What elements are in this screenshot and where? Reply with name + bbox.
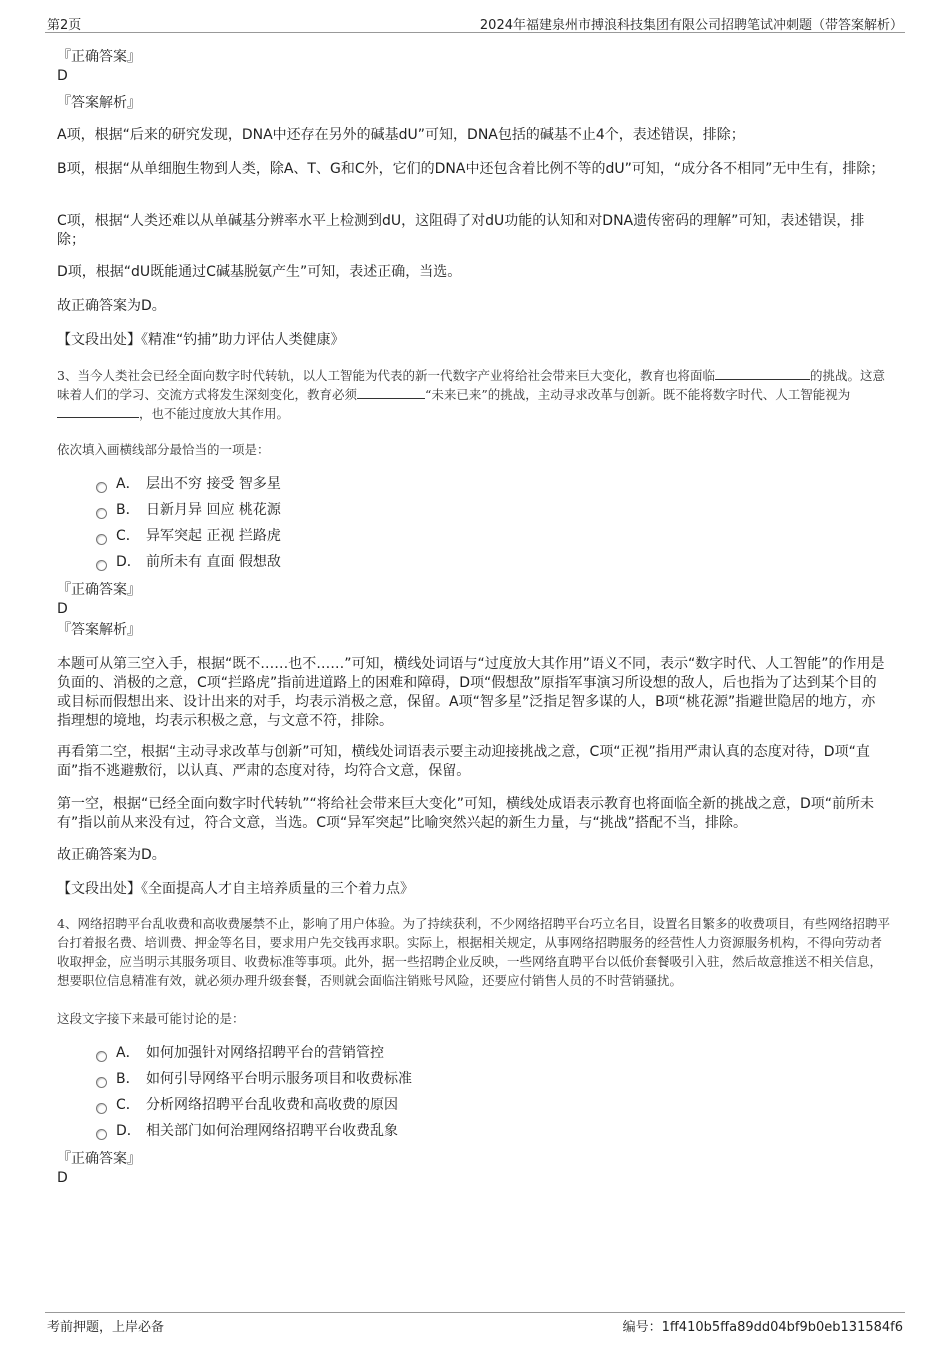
option-a[interactable]: A． 层出不穷 接受 智多星 (96, 473, 281, 495)
analysis-paragraph: D项，根据“dU既能通过C碱基脱氨产生”可知，表述正确，当选。 (57, 264, 462, 280)
question-stem: 4、网络招聘平台乱收费和高收费屡禁不止，影响了用户体验。为了持续获利，不少网络招聘平台巧立名目，设置名目繁多的收费项目，有些网络招聘平台打着报名费、培训费、押金等名目，要求用户先交钱再求职。实际上，根据相关规定，从事网络招聘服务的经营性人力资源服务机构，不得向劳动者收取押金，应当明示其服务项目、收费标准等事项。此外，据一些招聘企业反映，一些网络直聘平台以低价套餐吸引入驻，然后故意推送不相关信息，想要职位信息精准有效，就必须办理升级套餐，否则就会面临注销账号风险，还要应付销售人员的不时营销骚扰。 (57, 916, 890, 988)
source-citation: 【文段出处】《全面提高人才自主培养质量的三个着力点》 (57, 881, 414, 897)
analysis-label: 『答案解析』 (57, 622, 141, 638)
correct-answer: D (57, 601, 68, 617)
option-d[interactable]: D． 相关部门如何治理网络招聘平台收费乱象 (96, 1120, 398, 1142)
analysis-paragraph: B项，根据“从单细胞生物到人类，除A、T、G和C外，它们的DNA中还包含着比例不等的dU”可知，“成分各不相同”无中生有，排除； (57, 161, 885, 177)
answer-label: 『正确答案』 (57, 1151, 141, 1167)
footer-slogan: 考前押题，上岸必备 (47, 1320, 165, 1335)
question-prompt: 这段文字接下来最可能讨论的是： (57, 1011, 245, 1026)
option-text: 分析网络招聘平台乱收费和高收费的原因 (146, 1097, 398, 1113)
fill-blank (57, 405, 139, 418)
radio-circle-icon[interactable] (96, 1129, 107, 1140)
page-number: 第2页 (47, 18, 82, 33)
analysis-paragraph: C项，根据“人类还难以从单碱基分辨率水平上检测到dU，这阻碍了对dU功能的认知和对DNA遗传密码的理解”可知，表述错误，排除； (57, 213, 865, 248)
option-text: 相关部门如何治理网络招聘平台收费乱象 (146, 1123, 398, 1139)
radio-circle-icon[interactable] (96, 560, 107, 571)
fill-blank (715, 367, 810, 380)
option-d[interactable]: D． 前所未有 直面 假想敌 (96, 551, 281, 573)
option-b[interactable]: B． 日新月异 回应 桃花源 (96, 499, 281, 521)
option-a[interactable]: A． 如何加强针对网络招聘平台的营销管控 (96, 1042, 384, 1064)
page-header (45, 12, 905, 33)
radio-circle-icon[interactable] (96, 534, 107, 545)
analysis-paragraph: A项，根据“后来的研究发现，DNA中还存在另外的碱基dU”可知，DNA包括的碱基不止4个，表述错误，排除； (57, 127, 745, 143)
page-footer (45, 1312, 905, 1337)
analysis-paragraph: 本题可从第三空入手，根据“既不……也不……”可知，横线处词语与“过度放大其作用”语义不同，表示“数字时代、人工智能”的作用是负面的、消极的之意，C项“拦路虎”指前进道路上的困难和障碍，D项“假想敌”原指军事演习所设想的敌人，后也指为了达到某个目的或目标而假想出来、设计出来的对手，均表示消极之意，保留。A项“智多星”泛指足智多谋的人，B项“桃花源”指避世隐居的地方，亦指理想的境地，均表示积极之意，与文意不符，排除。 (57, 656, 885, 729)
radio-circle-icon[interactable] (96, 1103, 107, 1114)
question-stem: 3、当今人类社会已经全面向数字时代转轨，以人工智能为代表的新一代数字产业将给社会带来巨大变化，教育也将面临 的挑战。这意味着人们的学习、交流方式将发生深刻变化，教育必须 “未来已来”的挑战，主动寻求改革与创新。既不能将数字时代、人工智能视为，也不能过度放大其作用。 (57, 368, 885, 421)
document-title: 2024年福建泉州市搏浪科技集团有限公司招聘笔试冲刺题（带答案解析） (479, 18, 903, 33)
analysis-paragraph: 第一空，根据“已经全面向数字时代转轨”“将给社会带来巨大变化”可知，横线处成语表示教育也将面临全新的挑战之意，D项“前所未有”指以前从来没有过，符合文意，当选。C项“异军突起”比喻突然兴起的新生力量，与“挑战”搭配不当，排除。 (57, 796, 875, 831)
option-text: 如何引导网络平台明示服务项目和收费标准 (146, 1071, 412, 1087)
option-c[interactable]: C． 异军突起 正视 拦路虎 (96, 525, 281, 547)
answer-label: 『正确答案』 (57, 582, 141, 598)
option-b[interactable]: B． 如何引导网络平台明示服务项目和收费标准 (96, 1068, 412, 1090)
correct-answer: D (57, 1170, 68, 1186)
source-citation: 【文段出处】《精准“钓捕”助力评估人类健康》 (57, 332, 345, 348)
question-prompt: 依次填入画横线部分最恰当的一项是： (57, 442, 270, 457)
option-text: 异军突起 正视 拦路虎 (146, 528, 281, 544)
correct-answer: D (57, 68, 68, 84)
option-text: 层出不穷 接受 智多星 (146, 476, 281, 492)
document-code: 编号：1ff410b5ffa89dd04bf9b0eb131584f6 (622, 1320, 903, 1335)
option-text: 日新月异 回应 桃花源 (146, 502, 281, 518)
analysis-paragraph: 再看第二空，根据“主动寻求改革与创新”可知，横线处词语表示要主动迎接挑战之意，C项“正视”指用严肃认真的态度对待，D项“直面”指不逃避敷衍，以认真、严肃的态度对待，均符合文意，保留。 (57, 744, 870, 779)
analysis-conclusion: 故正确答案为D。 (57, 847, 166, 863)
radio-circle-icon[interactable] (96, 508, 107, 519)
radio-circle-icon[interactable] (96, 482, 107, 493)
radio-circle-icon[interactable] (96, 1077, 107, 1088)
option-text: 如何加强针对网络招聘平台的营销管控 (146, 1045, 384, 1061)
option-text: 前所未有 直面 假想敌 (146, 554, 281, 570)
analysis-conclusion: 故正确答案为D。 (57, 298, 166, 314)
option-c[interactable]: C． 分析网络招聘平台乱收费和高收费的原因 (96, 1094, 398, 1116)
fill-blank (357, 386, 425, 399)
analysis-label: 『答案解析』 (57, 95, 141, 111)
answer-label: 『正确答案』 (57, 49, 141, 65)
radio-circle-icon[interactable] (96, 1051, 107, 1062)
